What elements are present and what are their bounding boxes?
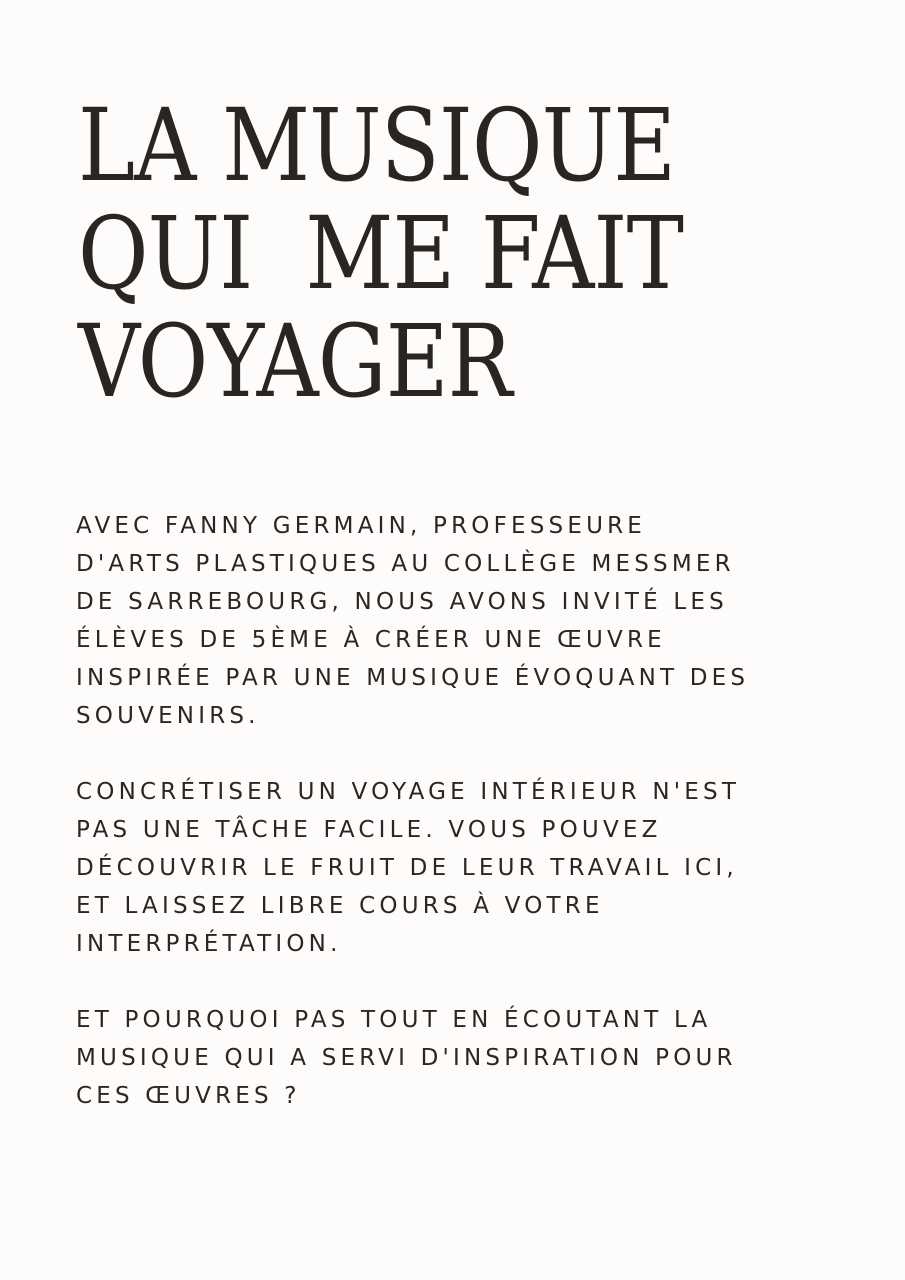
- text-line: PAS UNE TÂCHE FACILE. VOUS POUVEZ: [76, 817, 662, 843]
- paragraph-music: [76, 1001, 866, 1115]
- title-line: QUI ME FAIT: [78, 195, 684, 312]
- paragraph-voyage: [76, 773, 866, 963]
- text-line: ÉLÈVES DE 5ÈME À CRÉER UNE ŒUVRE: [76, 627, 666, 653]
- text-line: CES ŒUVRES ?: [76, 1083, 301, 1109]
- body-text: [76, 507, 866, 1153]
- title-line: LA MUSIQUE: [78, 87, 676, 204]
- text-line: ET LAISSEZ LIBRE COURS À VOTRE: [76, 893, 604, 919]
- text-line: D'ARTS PLASTIQUES AU COLLÈGE MESSMER: [76, 551, 735, 577]
- text-line: AVEC FANNY GERMAIN, PROFESSEURE: [76, 513, 647, 539]
- text-line: SOUVENIRS.: [76, 703, 260, 729]
- text-line: DE SARREBOURG, NOUS AVONS INVITÉ LES: [76, 589, 728, 615]
- text-line: DÉCOUVRIR LE FRUIT DE LEUR TRAVAIL ICI,: [76, 855, 738, 881]
- text-line: INSPIRÉE PAR UNE MUSIQUE ÉVOQUANT DES: [76, 665, 750, 691]
- text-line: CONCRÉTISER UN VOYAGE INTÉRIEUR N'EST: [76, 779, 741, 805]
- page-title: [78, 87, 878, 420]
- title-line: VOYAGER: [78, 303, 512, 420]
- text-line: INTERPRÉTATION.: [76, 931, 342, 957]
- text-line: ET POURQUOI PAS TOUT EN ÉCOUTANT LA: [76, 1007, 712, 1033]
- paragraph-intro: [76, 507, 866, 735]
- text-line: MUSIQUE QUI A SERVI D'INSPIRATION POUR: [76, 1045, 737, 1071]
